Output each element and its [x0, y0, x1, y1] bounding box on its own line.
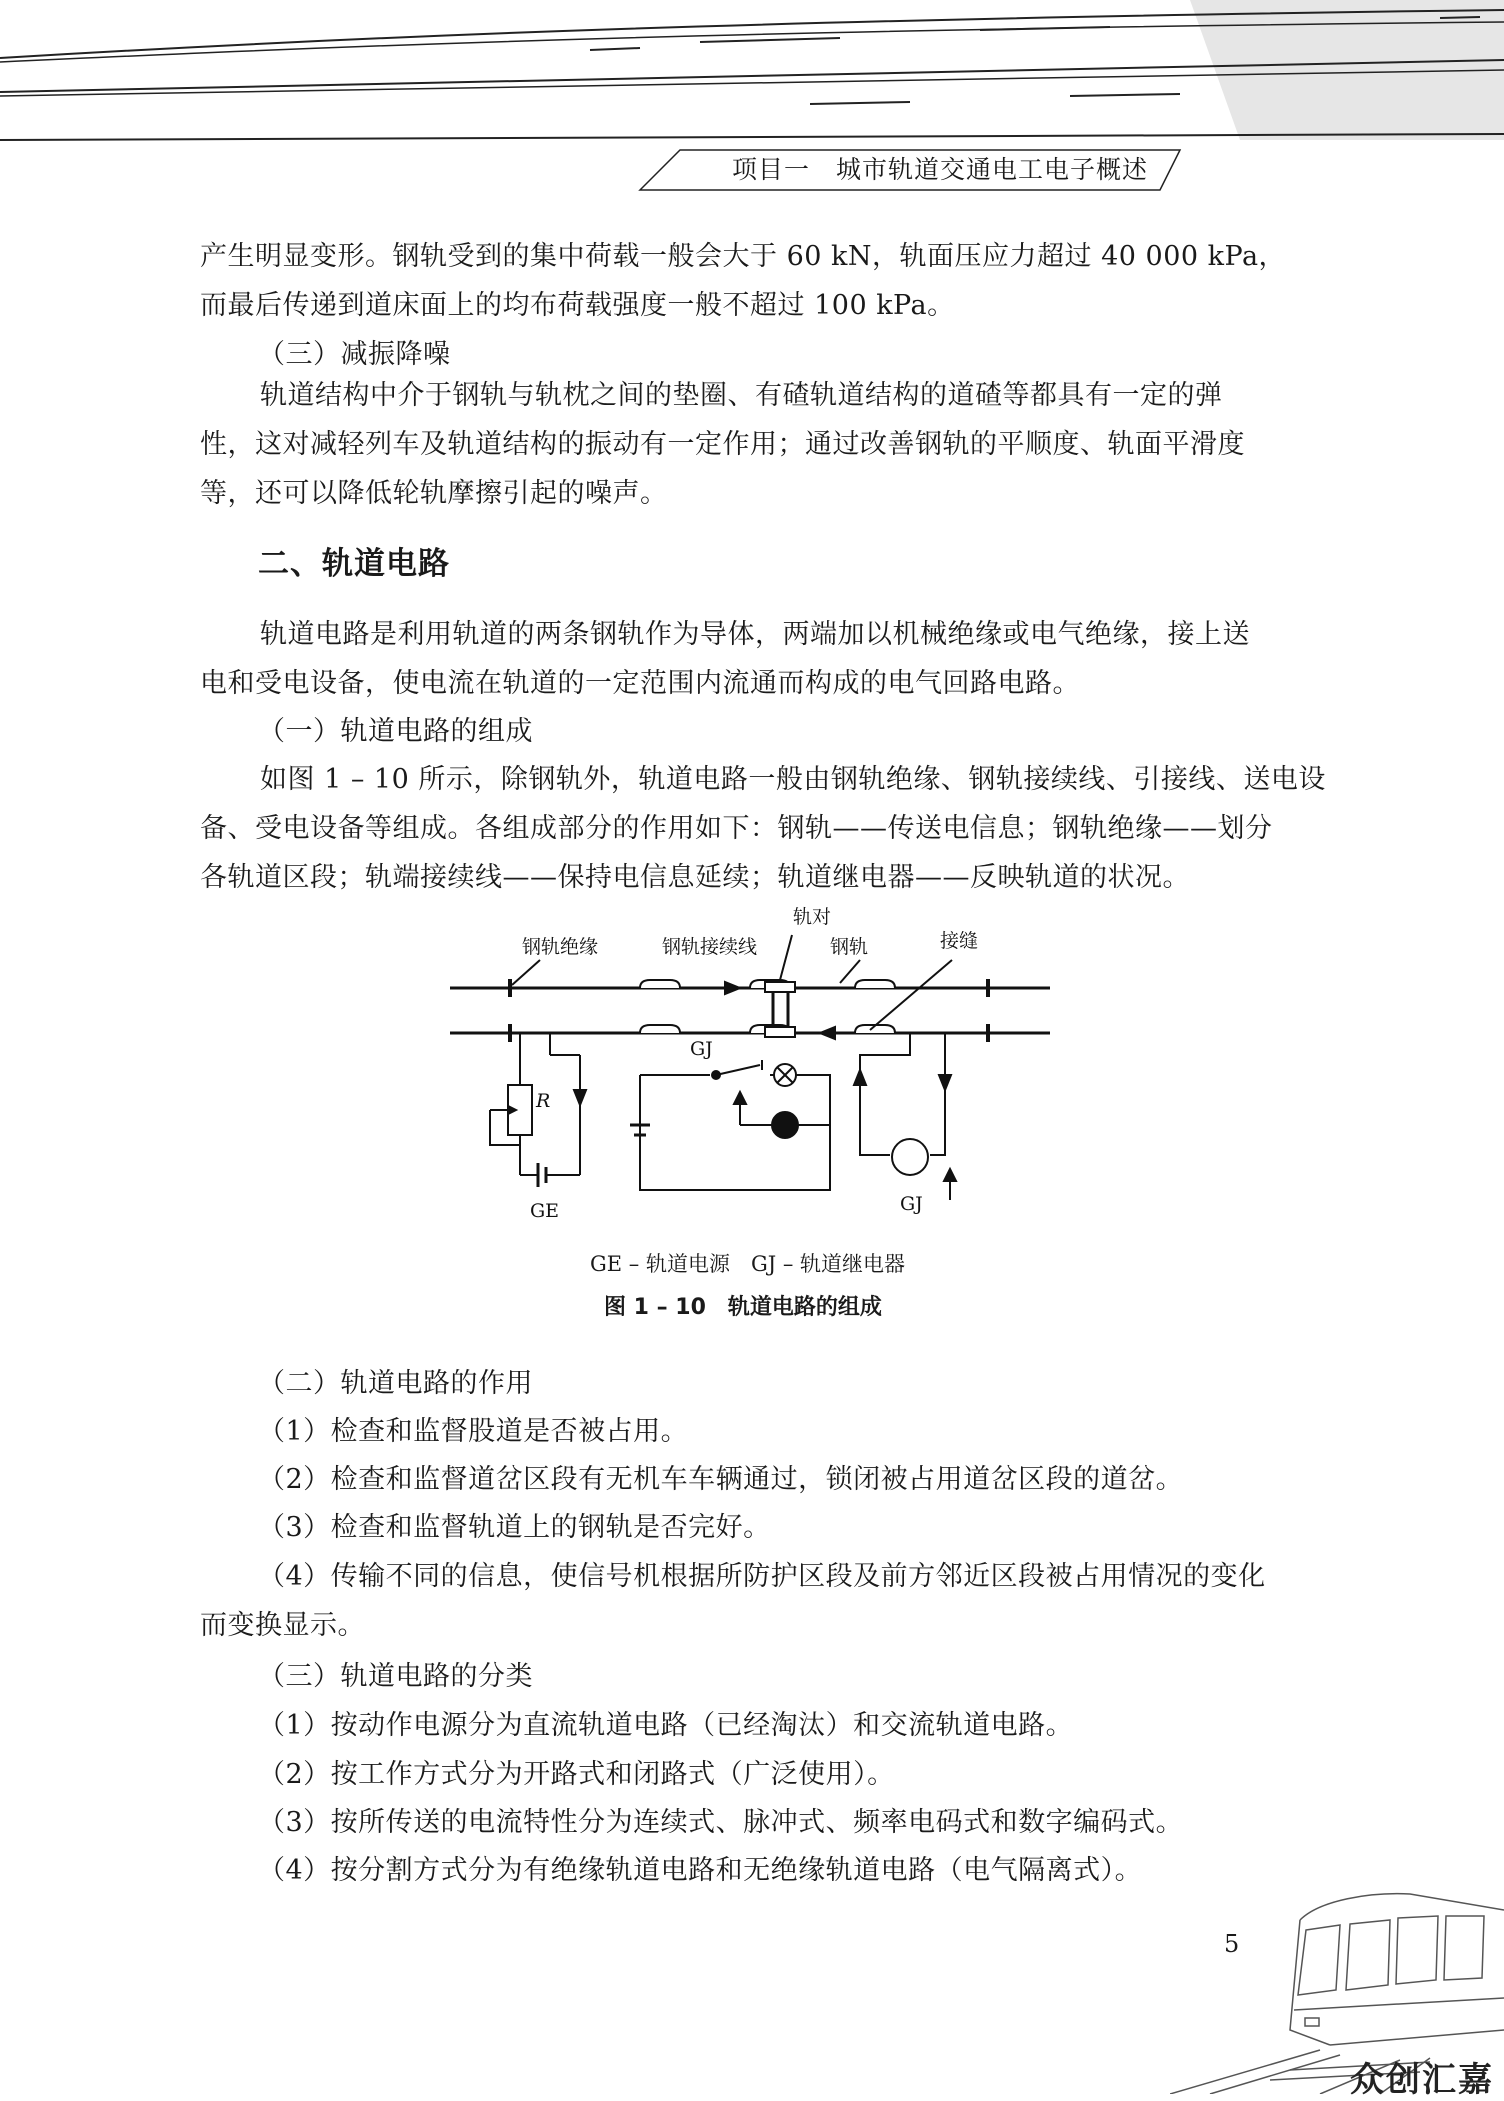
- vibration-paragraph: [200, 371, 1302, 518]
- watermark: 众创汇嘉: [1350, 2060, 1494, 2100]
- label-joint: 接缝: [940, 930, 979, 952]
- list-item: （1）按动作电源分为直流轨道电路（已经淘汰）和交流轨道电路。: [258, 1710, 1074, 1741]
- subsection-title-functions: （二）轨道电路的作用: [258, 1368, 533, 1399]
- label-resistor: R: [536, 1090, 551, 1112]
- list-item: （1）检查和监督股道是否被占用。: [258, 1416, 689, 1447]
- subsection-title-classification: （三）轨道电路的分类: [258, 1661, 533, 1692]
- label-rail: 钢轨: [830, 936, 869, 958]
- section-2-intro: [200, 610, 1302, 708]
- text-line: 产生明显变形。钢轨受到的集中荷载一般会大于 60 kN，轨面压应力超过 40 000 kPa，: [200, 241, 1287, 272]
- intro-paragraph: [200, 232, 1302, 330]
- text-line: 等，还可以降低轮轨摩擦引起的噪声。: [200, 478, 668, 509]
- label-relay-top: GJ: [690, 1038, 713, 1060]
- figure-legend: GE – 轨道电源 GJ – 轨道继电器: [590, 1252, 905, 1276]
- label-relay-bottom: GJ: [900, 1193, 923, 1215]
- label-source: GE: [530, 1200, 560, 1222]
- subsection-title-vibration: （三）减振降噪: [258, 339, 451, 370]
- list-item: （3）按所传送的电流特性分为连续式、脉冲式、频率电码式和数字编码式。: [258, 1807, 1184, 1838]
- composition-paragraph: [200, 755, 1326, 902]
- label-rail-insulation: 钢轨绝缘: [522, 936, 599, 958]
- list-item: （2）按工作方式分为开路式和闭路式（广泛使用）。: [258, 1759, 895, 1790]
- text-line: 如图 1 – 10 所示，除钢轨外，轨道电路一般由钢轨绝缘、钢轨接续线、引接线、送电设: [260, 764, 1326, 795]
- text-line: 轨道电路是利用轨道的两条钢轨作为导体，两端加以机械绝缘或电气绝缘，接上送: [260, 619, 1250, 650]
- text-line: 各轨道区段；轨端接续线——保持电信息延续；轨道继电器——反映轨道的状况。: [200, 862, 1190, 893]
- text-line: 备、受电设备等组成。各组成部分的作用如下：钢轨——传送电信息；钢轨绝缘——划分: [200, 813, 1273, 844]
- running-head: 项目一 城市轨道交通电工电子概述: [731, 155, 1148, 184]
- list-item: （4）传输不同的信息，使信号机根据所防护区段及前方邻近区段被占用情况的变化: [258, 1561, 1266, 1592]
- label-rail-bond: 钢轨接续线: [662, 936, 758, 958]
- list-item: （2）检查和监督道岔区段有无机车车辆通过，锁闭被占用道岔区段的道岔。: [258, 1464, 1184, 1495]
- text-line: 性，这对减轻列车及轨道结构的振动有一定作用；通过改善钢轨的平顺度、轨面平滑度: [200, 429, 1245, 460]
- figure-caption: 图 1 – 10 轨道电路的组成: [604, 1295, 882, 1320]
- section-title: 二、轨道电路: [258, 546, 450, 582]
- list-item: （4）按分割方式分为有绝缘轨道电路和无绝缘轨道电路（电气隔离式）。: [258, 1855, 1143, 1886]
- text-line: 轨道结构中介于钢轨与轨枕之间的垫圈、有碴轨道结构的道碴等都具有一定的弹: [260, 380, 1223, 411]
- label-rail-pair: 轨对: [793, 906, 832, 928]
- page-number: 5: [1224, 1930, 1240, 1958]
- subsection-title-composition: （一）轨道电路的组成: [258, 716, 533, 747]
- list-item: （3）检查和监督轨道上的钢轨是否完好。: [258, 1512, 771, 1543]
- text-line: 而最后传递到道床面上的均布荷载强度一般不超过 100 kPa。: [200, 290, 955, 321]
- list-item-continuation: 而变换显示。: [200, 1610, 365, 1641]
- text-line: 电和受电设备，使电流在轨道的一定范围内流通而构成的电气回路电路。: [200, 668, 1080, 699]
- track-circuit-diagram: [440, 895, 1070, 1235]
